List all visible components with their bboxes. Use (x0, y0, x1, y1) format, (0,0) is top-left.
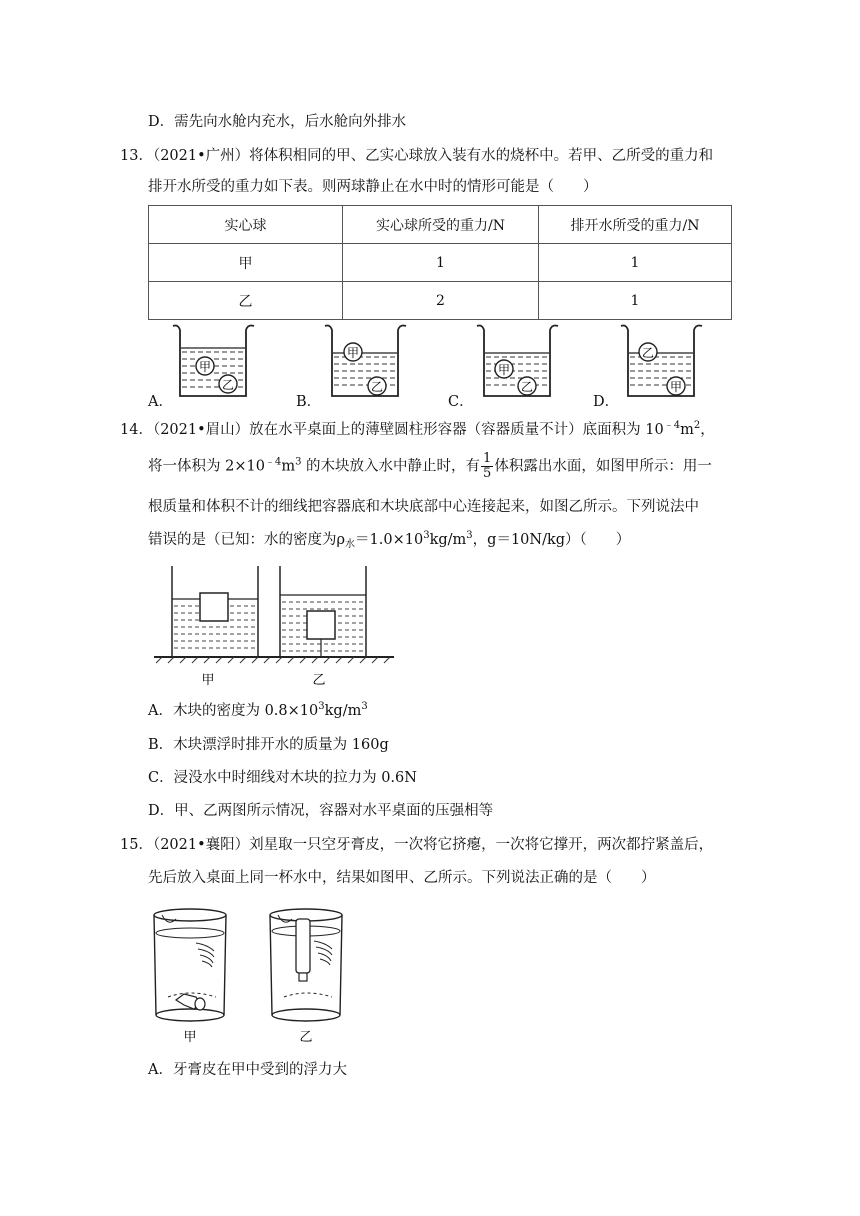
ball-label-yi: 乙 (641, 346, 655, 360)
table-row (149, 282, 732, 320)
text-run: m (680, 422, 694, 438)
q13-stem-line1: 13．（2021•广州）将体积相同的甲、乙实心球放入装有水的烧杯中。若甲、乙所受的重力和 (120, 148, 714, 164)
fraction-numerator: 1 (483, 451, 492, 466)
text-run: 的木块放入水中静止时，有 (301, 458, 481, 475)
text-run: kg/m (429, 532, 467, 548)
q14-stem-line4 (148, 530, 630, 550)
q15-option-a: A．牙膏皮在甲中受到的浮力大 (148, 1062, 347, 1078)
text-run: 14．（2021•眉山）放在水平桌面上的薄壁圆柱形容器（容器质量不计）底面积为 10 (120, 422, 664, 438)
fraction-one-fifth (481, 452, 493, 481)
text-run: kg/m (324, 703, 362, 719)
q14-stem-line1 (120, 420, 715, 440)
figure-label-yi: 乙 (312, 673, 326, 688)
ball-label-jia: 甲 (669, 380, 683, 394)
table-cell: 乙 (149, 282, 343, 320)
fraction-denominator: 5 (483, 466, 492, 481)
superscript: ﹣4 (264, 456, 282, 468)
q13-beaker-b-figure (322, 324, 410, 400)
q13-beaker-d-figure (618, 324, 706, 400)
text-run: ＝1.0×10 (355, 532, 424, 548)
table-row (149, 244, 732, 282)
figure-label-yi: 乙 (299, 1030, 313, 1045)
q15-stem-line2: 先后放入桌面上同一杯水中，结果如图甲、乙所示。下列说法正确的是（ ） (148, 870, 656, 886)
table-header-cell: 实心球所受的重力/N (343, 206, 539, 244)
text-run: m (281, 458, 296, 475)
superscript: 3 (318, 701, 325, 712)
text-run: ， (700, 422, 715, 438)
superscript: 3 (423, 530, 430, 541)
table-cell: 2 (343, 282, 539, 320)
tube-cap-shape (195, 998, 205, 1010)
q13-table (148, 205, 732, 320)
text-run: 错误的是（已知：水的密度为ρ (148, 532, 346, 548)
q13-beaker-a-figure (170, 324, 258, 400)
tube-cap-shape (299, 973, 307, 981)
figure-label-jia: 甲 (201, 673, 215, 688)
q15-toothpaste-figure (148, 905, 348, 1045)
q15-stem-line1: 15．（2021•襄阳）刘星取一只空牙膏皮，一次将它挤瘪，一次将它撑开，两次都拧紧盖后， (120, 837, 714, 853)
ball-label-yi: 乙 (370, 380, 384, 394)
table-cell: 1 (539, 282, 732, 320)
superscript: 3 (466, 530, 473, 541)
subscript: 水 (345, 539, 356, 550)
superscript: ﹣4 (663, 420, 681, 431)
ball-label-jia: 甲 (497, 363, 511, 377)
q14-option-a (148, 701, 368, 721)
q13-option-b-label: B． (296, 394, 322, 410)
ball-label-yi: 乙 (520, 380, 534, 394)
q14-stem-line2 (148, 452, 712, 480)
q14-stem-line3: 根质量和体积不计的细线把容器底和木块底部中心连接起来，如图乙所示。下列说法中 (148, 499, 699, 515)
q12-option-d: D．需先向水舱内充水，后水舱向外排水 (148, 114, 407, 130)
text-run: 将一体积为 2×10 (148, 458, 265, 475)
superscript: 2 (693, 420, 701, 431)
table-cell: 甲 (149, 244, 343, 282)
ball-label-yi: 乙 (221, 378, 235, 392)
table-header-cell: 排开水所受的重力/N (539, 206, 732, 244)
superscript: 3 (295, 456, 302, 468)
superscript: 3 (361, 701, 368, 712)
table-header-row (149, 206, 732, 244)
text-run: 体积露出水面，如图甲所示：用一 (494, 458, 712, 475)
q13-option-a-label: A． (148, 394, 173, 410)
q14-option-b: B．木块漂浮时排开水的质量为 160g (148, 737, 389, 753)
q13-stem-line2: 排开水所受的重力如下表。则两球静止在水中时的情形可能是（ ） (148, 179, 598, 195)
q14-option-c: C．浸没水中时细线对木块的拉力为 0.6N (148, 770, 417, 786)
text-run: A．木块的密度为 0.8×10 (148, 703, 319, 719)
q14-option-d: D．甲、乙两图所示情况，容器对水平桌面的压强相等 (148, 803, 494, 819)
expanded-tube-shape (296, 919, 310, 973)
ball-label-jia: 甲 (346, 346, 360, 360)
table-header-cell: 实心球 (149, 206, 343, 244)
q13-option-c-label: C． (448, 394, 474, 410)
q14-container-figure (150, 564, 398, 688)
figure-label-jia: 甲 (183, 1030, 197, 1045)
table-cell: 1 (343, 244, 539, 282)
q13-option-d-label: D． (593, 394, 620, 410)
table-cell: 1 (539, 244, 732, 282)
ball-label-jia: 甲 (198, 360, 212, 374)
q13-beaker-c-figure (474, 324, 562, 400)
text-run: ，g＝10N/kg）（ ） (472, 532, 631, 548)
